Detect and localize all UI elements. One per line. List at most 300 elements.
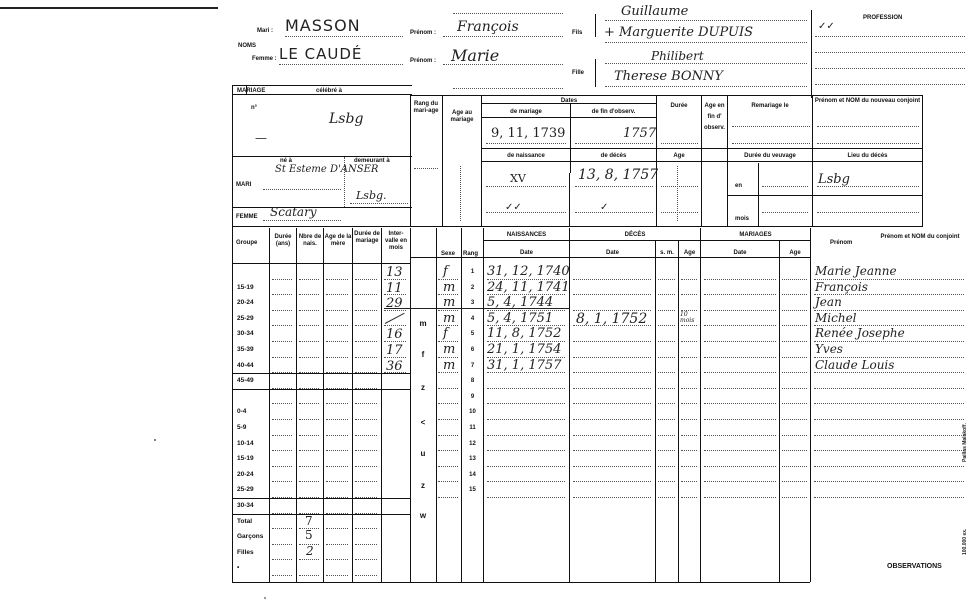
profession-line-3 [815, 68, 965, 69]
row-dots [704, 481, 776, 482]
row-dots [782, 357, 807, 358]
group-label: • [237, 564, 240, 572]
row-dots [355, 310, 377, 311]
intervalle-header: Inter-valle en mois [384, 231, 407, 251]
mari-veuvage-line [762, 186, 808, 187]
row-dots [299, 325, 319, 326]
row-dots [355, 481, 377, 482]
row-dots [438, 481, 458, 482]
row-dots [681, 341, 697, 342]
mari-deces-line [575, 186, 653, 187]
mariages-age-header: Age [789, 250, 801, 256]
row-strike [384, 308, 570, 309]
fille-brace [595, 59, 596, 87]
row-dots [326, 419, 348, 420]
femme-prenom-line [443, 64, 563, 65]
fille-pere-line [605, 63, 807, 64]
row-dots [326, 357, 348, 358]
group-rule [232, 514, 410, 515]
row-dots [681, 435, 697, 436]
femme-prenom: Marie [451, 46, 500, 65]
de-deces-label: de décès [600, 153, 627, 159]
remariage-line-2 [732, 143, 810, 144]
femme-naissance-line [486, 212, 566, 213]
de-mariage-label: de mariage [510, 109, 542, 115]
form-left-border [232, 85, 233, 582]
side-letter: u [420, 449, 426, 458]
row-dots [355, 325, 377, 326]
row-dots [704, 419, 776, 420]
mari-naissance-line [486, 186, 566, 187]
row-dots [355, 403, 377, 404]
group-label: 5-9 [237, 424, 247, 431]
fille-pere: Philibert [651, 49, 704, 63]
row-dots [658, 310, 675, 311]
date-header: Date [519, 250, 533, 256]
col-intervalle [381, 228, 382, 582]
rang-dots [414, 168, 438, 169]
duree-header: Durée (ans) [274, 234, 292, 247]
row-dots [573, 450, 651, 451]
date-mariage: 9, 11, 1739 [491, 126, 566, 141]
child-sexe: m [443, 310, 456, 326]
row-dots [299, 559, 319, 560]
child-naissance: 5, 4, 1751 [487, 310, 554, 326]
filles-value: 2 [306, 543, 314, 558]
row-dots [326, 325, 348, 326]
marriage-top-rule [232, 85, 412, 86]
rang-number: 12 [469, 440, 476, 447]
row-dots [438, 497, 458, 498]
mari-demeurant-line [350, 203, 408, 204]
row-dots [272, 559, 292, 560]
row-dots [704, 357, 776, 358]
row-dots [299, 310, 319, 311]
row-dots [326, 279, 348, 280]
mariages-date-header: Date [733, 250, 747, 256]
femme-deces: ✓ [600, 202, 609, 213]
row-dots [487, 403, 565, 404]
row-dots [573, 497, 651, 498]
naissances-header: NAISSANCES [506, 232, 547, 238]
child-naissance: 5, 4, 1744 [487, 295, 554, 311]
rang-number: 1 [470, 269, 475, 275]
printer-mark: Paillas Malakoff. [962, 423, 968, 462]
row-dots [487, 388, 565, 389]
group-label: 20-24 [237, 299, 254, 307]
rang-number: 9 [470, 393, 475, 400]
row-dots [487, 497, 565, 498]
row-dots [326, 528, 348, 529]
groupe-header: Groupe [236, 240, 258, 246]
rang-number: 13 [469, 456, 476, 463]
row-dots [355, 466, 377, 467]
row-dots [272, 325, 292, 326]
row-dots [782, 294, 807, 295]
col-sm [655, 240, 656, 582]
marriage-bottom-rule-full [232, 226, 922, 227]
row-dots [355, 435, 377, 436]
deces-header: DÉCÈS [624, 232, 646, 238]
naissance-rule-bottom [481, 161, 922, 162]
col-mariages-age [779, 240, 780, 582]
row-dots [438, 435, 458, 436]
mari-ne-line [263, 189, 341, 190]
row-dots [299, 279, 319, 280]
mari-row-label: MARI [236, 182, 252, 188]
child-sexe: m [443, 357, 456, 373]
ne-a-label: né à [280, 158, 293, 164]
row-dots [272, 528, 292, 529]
row-dots [299, 481, 319, 482]
interval-value: 17 [386, 343, 403, 358]
demeurant-label: demeurant à [354, 158, 390, 164]
row-dots [272, 575, 292, 576]
row-dots [355, 528, 377, 529]
row-dots [658, 372, 675, 373]
mari-row-rule [232, 207, 412, 208]
rang-number: 4 [470, 315, 475, 322]
dates-label: Dates [560, 98, 578, 104]
child-naissance: 31, 12, 1740 [487, 264, 570, 279]
row-dots [487, 466, 565, 467]
row-dots [814, 481, 964, 482]
header-bottom-rule-left [232, 263, 410, 264]
mari-en-label: en [735, 183, 743, 189]
row-dots [299, 575, 319, 576]
mari-nom: MASSON [285, 16, 361, 35]
fils-label: Fils [572, 30, 583, 36]
child-sexe: f [443, 326, 448, 342]
noms-label: NOMS [238, 43, 256, 49]
group-label: Garçons [237, 533, 264, 541]
row-dots [704, 388, 776, 389]
dates-mid-2 [569, 173, 570, 227]
group-label: Filles [237, 548, 254, 556]
row-dots [272, 544, 292, 545]
row-dots [681, 419, 697, 420]
garcons-value: 5 [305, 528, 313, 543]
row-dots [326, 310, 348, 311]
rang-number: 11 [469, 425, 476, 431]
row-dots [355, 419, 377, 420]
row-dots [272, 466, 292, 467]
row-dots [814, 419, 964, 420]
row-dots [681, 325, 697, 326]
fils-mere: + Marguerite DUPUIS [604, 25, 754, 40]
femme-veuvage-line [762, 212, 808, 213]
row-dots [299, 450, 319, 451]
row-dots [681, 388, 697, 389]
rang-label: Rang du mari-age [413, 101, 439, 114]
row-dots [299, 403, 319, 404]
row-dots [704, 450, 776, 451]
child-naissance: 24, 11, 1741 [487, 279, 570, 295]
remariage-label: Remariage le [751, 103, 789, 109]
interval-value: 13 [386, 265, 403, 280]
mariage-bottom-rule [232, 156, 412, 157]
agemere-header: Age de la mère [324, 234, 352, 247]
mari-ne-a: St Esteme D'ANSER [275, 164, 379, 175]
row-dots [272, 403, 292, 404]
profession-line-4 [815, 84, 965, 85]
row-dots [681, 357, 697, 358]
mari-naissance: XV [510, 172, 526, 185]
mari-prenom: François [457, 19, 519, 35]
interval-value: 16 [386, 327, 403, 343]
row-dots [814, 388, 964, 389]
group-label: 45-49 [237, 377, 254, 385]
femme-deces-line [575, 212, 653, 213]
mari-prenom-line [443, 36, 563, 37]
row-dots [704, 466, 776, 467]
row-dots [782, 481, 807, 482]
group-label: Total [237, 517, 253, 525]
row-dots [573, 388, 651, 389]
mariage-label-rule [232, 94, 412, 95]
row-dots [658, 435, 675, 436]
dots-line-bottom [453, 88, 563, 89]
femme-mois-label: mois [735, 216, 750, 222]
rang-number: 6 [470, 347, 475, 353]
mariage-lieu: Lsbg [329, 111, 364, 127]
row-dots [355, 279, 377, 280]
row-dots [272, 357, 292, 358]
side-letter: w [419, 511, 427, 520]
stray-dot [154, 439, 156, 441]
rang-number: 2 [470, 284, 475, 291]
child-prenom: François [815, 279, 868, 294]
age-col-label: Age [673, 153, 685, 159]
row-dots [704, 279, 776, 280]
age-header: Age [683, 250, 696, 256]
row-dots [681, 466, 697, 467]
child-naissance: 11, 8, 1752 [487, 326, 562, 342]
age-dots-vertical [460, 166, 461, 221]
row-dots [272, 279, 292, 280]
row-dots [681, 372, 697, 373]
row-dots [782, 372, 807, 373]
child-naissance: 21, 1, 1754 [487, 342, 562, 357]
row-dots [272, 481, 292, 482]
row-dots [782, 419, 807, 420]
group-label: 15-19 [237, 283, 254, 291]
femme-label: Femme : [252, 56, 277, 62]
prenom-nom-conjoint-header: Prénom et NOM du conjoint [880, 234, 960, 240]
rang-number: 8 [470, 378, 475, 385]
row-dots [658, 403, 675, 404]
de-naissance-label: de naissance [507, 153, 545, 159]
fils-brace [595, 14, 596, 37]
side-letter: z [421, 481, 425, 490]
col-agemere [323, 228, 324, 582]
duree-line [661, 143, 698, 144]
rang-number: 10 [469, 409, 476, 416]
row-dots [573, 403, 651, 404]
row-dots [384, 325, 406, 326]
mariages-header: MARIAGES [739, 232, 772, 238]
col-sexe [436, 228, 437, 582]
dates-top-rule [410, 95, 923, 96]
row-dots [782, 341, 807, 342]
profession-mark: ✓✓ [818, 21, 835, 32]
femme-age-line [661, 212, 698, 213]
mari-age-line [661, 186, 698, 187]
conjoint-line-1 [817, 126, 919, 127]
row-dots [272, 435, 292, 436]
row-dots [681, 403, 697, 404]
profession-line-1 [815, 36, 965, 37]
child-sexe: f [443, 264, 448, 279]
row-dots [438, 419, 458, 420]
col-dureemariage [352, 228, 353, 582]
child-prenom: Renée Josephe [815, 326, 905, 341]
row-dots [782, 403, 807, 404]
mari-deces: 13, 8, 1757 [578, 167, 659, 183]
mari-nom-line [285, 36, 403, 37]
row-dots [658, 388, 675, 389]
row-dots [299, 466, 319, 467]
dureemariage-header: Durée de mariage [354, 231, 380, 244]
row-dots [658, 294, 675, 295]
row-dots [782, 466, 807, 467]
row-dots [704, 372, 776, 373]
row-dots [704, 294, 776, 295]
child-prenom: Jean [815, 295, 842, 310]
fils-pere-line [605, 20, 807, 21]
side-letter: z [421, 383, 425, 392]
row-dots [681, 481, 697, 482]
group-label: 40-44 [237, 361, 254, 369]
group-label: 20-24 [237, 470, 254, 478]
child-prenom: Marie Jeanne [815, 264, 897, 278]
row-dots [704, 341, 776, 342]
child-age: 10 mois [680, 310, 695, 324]
side-letter: f [421, 350, 425, 359]
interval-value: 11 [386, 280, 403, 296]
row-dots [438, 450, 458, 451]
naissance-rule-top [481, 148, 922, 149]
group-label: 10-14 [237, 439, 254, 447]
dots-line-top [453, 13, 563, 14]
row-dots [355, 559, 377, 560]
row-dots [438, 403, 458, 404]
femme-ne-line [263, 220, 341, 221]
group-label: 30-34 [237, 330, 254, 338]
side-letter: < [420, 418, 426, 427]
row-dots [299, 357, 319, 358]
row-dots [814, 497, 964, 498]
col-naissances [483, 228, 484, 582]
mari-demeurant: Lsbg. [356, 189, 387, 202]
conjoint-line-2 [817, 143, 919, 144]
child-prenom: Claude Louis [815, 357, 895, 372]
row-dots [326, 450, 348, 451]
group-label: 25-29 [237, 486, 254, 494]
row-dots [814, 372, 964, 373]
row-dots [782, 497, 807, 498]
row-dots [326, 403, 348, 404]
row-dots [326, 435, 348, 436]
interval-value: 36 [386, 358, 403, 374]
row-dots [573, 466, 651, 467]
header-mid-rule [484, 240, 810, 241]
total-value: 7 [305, 513, 313, 528]
row-dots [272, 450, 292, 451]
row-dots [573, 372, 651, 373]
col-nbre [296, 228, 297, 582]
row-dots [326, 559, 348, 560]
femme-nom: LE CAUDÉ [279, 45, 363, 63]
col-mariages [700, 228, 701, 582]
lieu-deces-label: Lieu du décès [847, 153, 888, 159]
child-sexe: m [443, 279, 456, 295]
row-dots [782, 310, 807, 311]
femme-prenom-label: Prénom : [410, 58, 437, 64]
deces-date-header: Date [605, 250, 619, 256]
group-rule [232, 498, 410, 499]
stray-dot-2 [264, 597, 266, 599]
row-dots [814, 466, 964, 467]
rang-number: 15 [469, 487, 476, 494]
row-dots [272, 341, 292, 342]
celebre-label: célébré à [316, 88, 343, 94]
mariage-label: MARIAGE [237, 88, 266, 94]
row-dots [272, 294, 292, 295]
row-dots [782, 388, 807, 389]
mariage-label-tick [246, 85, 247, 95]
row-dots [658, 497, 675, 498]
profession-line-2 [815, 52, 965, 53]
row-dots [573, 419, 651, 420]
prenom-header: Prénom [830, 240, 853, 246]
conjoint-right-border [922, 95, 923, 227]
row-dots [299, 341, 319, 342]
row-dots [814, 450, 964, 451]
mari-lieu-line [817, 186, 919, 187]
col-age [678, 240, 679, 582]
row-dots [299, 435, 319, 436]
age-fin-label: Age en fin d' observ. [704, 103, 725, 131]
row-dots [658, 357, 675, 358]
dates-label-rule [481, 103, 656, 104]
interval-strike [385, 313, 405, 324]
sm-header: s. m. [660, 250, 674, 256]
row-dots [704, 310, 776, 311]
header-bottom-rule [411, 257, 810, 258]
row-dots [272, 419, 292, 420]
conjoint-label: Prénom et NOM du nouveau conjoint [814, 98, 921, 104]
row-dots [658, 481, 675, 482]
row-dots [681, 450, 697, 451]
row-dots [355, 294, 377, 295]
row-dots [573, 294, 651, 295]
date-mariage-line [486, 143, 566, 144]
row-dots [573, 435, 651, 436]
femme-ne-a: Scatary [270, 205, 317, 219]
group-label: 35-39 [237, 346, 254, 353]
nbre-header: Nbre de nais. [298, 234, 322, 247]
col-duree [269, 228, 270, 582]
row-dots [573, 357, 651, 358]
fils-mere-line [605, 42, 807, 43]
row-dots [704, 435, 776, 436]
row-dots [326, 575, 348, 576]
row-dots [355, 544, 377, 545]
rang-number: 14 [469, 471, 476, 478]
child-prenom: Michel [815, 310, 857, 325]
row-dots [814, 403, 964, 404]
